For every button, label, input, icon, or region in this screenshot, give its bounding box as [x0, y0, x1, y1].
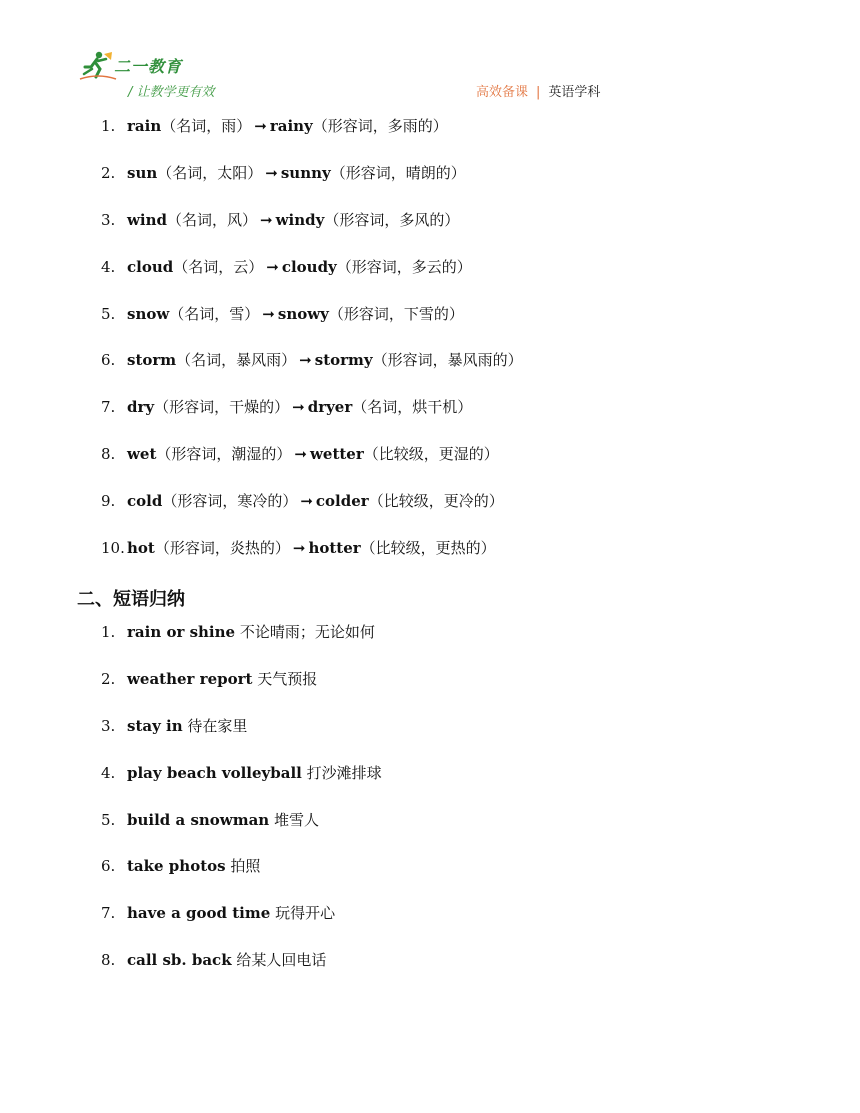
phrase-english: play beach volleyball	[127, 763, 302, 782]
list-item	[0, 809, 860, 856]
arrow-icon: ➞	[294, 445, 307, 464]
course-label: 高效备课	[476, 85, 529, 100]
phrase-english: have a good time	[127, 904, 271, 923]
item-number: 3.	[101, 716, 116, 735]
derived-word-gloss: （比较级，更热的）	[360, 539, 496, 558]
arrow-icon: ➞	[265, 163, 278, 182]
phrase-english: take photos	[127, 857, 226, 876]
item-content	[127, 349, 523, 371]
item-number: 6.	[101, 857, 116, 876]
item-number: 5.	[101, 304, 116, 323]
derived-word: dryer	[307, 398, 353, 417]
derived-word: hotter	[308, 539, 361, 558]
item-number: 4.	[101, 257, 116, 276]
arrow-icon: ➞	[292, 398, 305, 417]
item-number: 2.	[101, 163, 116, 182]
derived-word-gloss: （形容词，晴朗的）	[330, 163, 466, 182]
base-word-gloss: （形容词，干燥的）	[154, 398, 290, 417]
item-number: 4.	[101, 763, 116, 782]
base-word: rain	[127, 117, 162, 135]
base-word: snow	[127, 304, 170, 323]
item-content	[127, 396, 472, 418]
base-word-gloss: （形容词，炎热的）	[154, 539, 290, 558]
derived-word: cloudy	[281, 257, 337, 276]
word-derivation-list	[0, 115, 860, 584]
item-number: 7.	[101, 904, 116, 923]
header-course-info	[476, 81, 600, 100]
base-word-gloss: （形容词，潮湿的）	[156, 445, 292, 464]
base-word-gloss: （名词，雪）	[169, 304, 260, 323]
phrase-chinese: 待在家里	[187, 716, 248, 735]
phrase-chinese: 拍照	[230, 857, 261, 876]
item-number: 8.	[101, 445, 116, 464]
item-content	[127, 621, 375, 643]
phrase-chinese: 不论晴雨；无论如何	[239, 623, 375, 641]
list-item	[0, 443, 860, 490]
phrase-english: build a snowman	[127, 810, 270, 829]
base-word: wet	[127, 445, 157, 464]
derived-word-gloss: （形容词，多风的）	[324, 210, 460, 229]
phrase-english: weather report	[127, 669, 253, 688]
base-word: sun	[127, 163, 158, 182]
phrase-english: stay in	[127, 716, 183, 735]
base-word-gloss: （名词，云）	[173, 257, 264, 276]
derived-word-gloss: （形容词，暴风雨的）	[372, 351, 523, 370]
item-content	[127, 256, 472, 278]
derived-word-gloss: （比较级，更冷的）	[368, 492, 504, 511]
derived-word: sunny	[280, 163, 331, 182]
list-item	[0, 762, 860, 809]
derived-word: rainy	[269, 117, 313, 135]
base-word-gloss: （名词，风）	[167, 210, 258, 229]
item-content	[127, 855, 260, 877]
list-item	[0, 349, 860, 396]
item-content	[127, 490, 504, 512]
phrase-english: call sb. back	[127, 951, 232, 970]
item-number: 5.	[101, 810, 116, 829]
derived-word: stormy	[314, 351, 373, 370]
item-number: 9.	[101, 492, 116, 511]
list-item	[0, 855, 860, 902]
item-content	[127, 949, 326, 971]
derived-word: wetter	[309, 445, 364, 464]
base-word: cold	[127, 492, 163, 511]
list-item	[0, 256, 860, 303]
base-word-gloss: （形容词，寒冷的）	[162, 492, 298, 511]
header-separator: |	[536, 85, 541, 100]
list-item	[0, 537, 860, 584]
list-item	[0, 303, 860, 350]
item-number: 8.	[101, 951, 116, 970]
arrow-icon: ➞	[266, 257, 279, 276]
arrow-icon: ➞	[300, 492, 313, 511]
list-item	[0, 715, 860, 762]
phrase-english: rain or shine	[127, 623, 236, 641]
item-number: 2.	[101, 669, 116, 688]
base-word: storm	[127, 351, 177, 370]
arrow-icon: ➞	[299, 351, 312, 370]
item-number: 10.	[101, 539, 125, 558]
phrase-chinese: 玩得开心	[275, 904, 336, 923]
logo-text: 二一教育	[114, 57, 183, 76]
item-content	[127, 162, 466, 184]
subject-label: 英语学科	[548, 85, 601, 100]
base-word: wind	[127, 210, 168, 229]
page-header	[0, 0, 860, 100]
item-content	[127, 715, 247, 737]
arrow-icon: ➞	[254, 117, 267, 135]
list-item	[0, 949, 860, 996]
runner-logo-icon	[78, 50, 118, 82]
list-item	[0, 209, 860, 256]
item-content	[127, 762, 382, 784]
list-item	[0, 162, 860, 209]
derived-word-gloss: （形容词，多雨的）	[312, 117, 448, 135]
list-item	[0, 902, 860, 949]
arrow-icon: ➞	[260, 210, 273, 229]
derived-word: snowy	[277, 304, 329, 323]
base-word-gloss: （名词，暴风雨）	[176, 351, 297, 370]
base-word: cloud	[127, 257, 174, 276]
arrow-icon: ➞	[292, 539, 306, 558]
phrase-chinese: 天气预报	[257, 669, 318, 688]
derived-word: colder	[315, 492, 369, 511]
derived-word-gloss: （比较级，更湿的）	[363, 445, 499, 464]
derived-word: windy	[275, 210, 325, 229]
slogan: / 让教学更有效	[128, 85, 215, 100]
base-word: hot	[127, 539, 155, 558]
item-content	[127, 537, 496, 559]
derived-word-gloss: （形容词，多云的）	[336, 257, 472, 276]
base-word-gloss: （名词，雨）	[161, 117, 252, 135]
item-number: 7.	[101, 398, 116, 417]
phrase-chinese: 堆雪人	[274, 810, 320, 829]
list-item	[0, 115, 860, 162]
list-item	[0, 490, 860, 537]
base-word-gloss: （名词，太阳）	[157, 163, 263, 182]
item-content	[127, 303, 464, 325]
logo	[78, 50, 198, 82]
section-title-phrases: 二、短语归纳	[77, 589, 185, 610]
phrase-chinese: 打沙滩排球	[306, 763, 382, 782]
item-content	[127, 443, 499, 465]
item-content	[127, 902, 335, 924]
item-content	[127, 209, 459, 231]
item-content	[127, 809, 319, 831]
item-content	[127, 115, 448, 137]
item-number: 1.	[101, 117, 116, 135]
derived-word-gloss: （名词，烘干机）	[352, 398, 473, 417]
phrase-chinese: 给某人回电话	[236, 951, 327, 970]
item-number: 1.	[101, 623, 116, 641]
derived-word-gloss: （形容词，下雪的）	[328, 304, 464, 323]
arrow-icon: ➞	[262, 304, 275, 323]
list-item	[0, 621, 860, 668]
item-number: 3.	[101, 210, 116, 229]
item-content	[127, 668, 317, 690]
list-item	[0, 668, 860, 715]
phrase-list	[0, 621, 860, 996]
list-item	[0, 396, 860, 443]
item-number: 6.	[101, 351, 116, 370]
base-word: dry	[127, 398, 155, 417]
